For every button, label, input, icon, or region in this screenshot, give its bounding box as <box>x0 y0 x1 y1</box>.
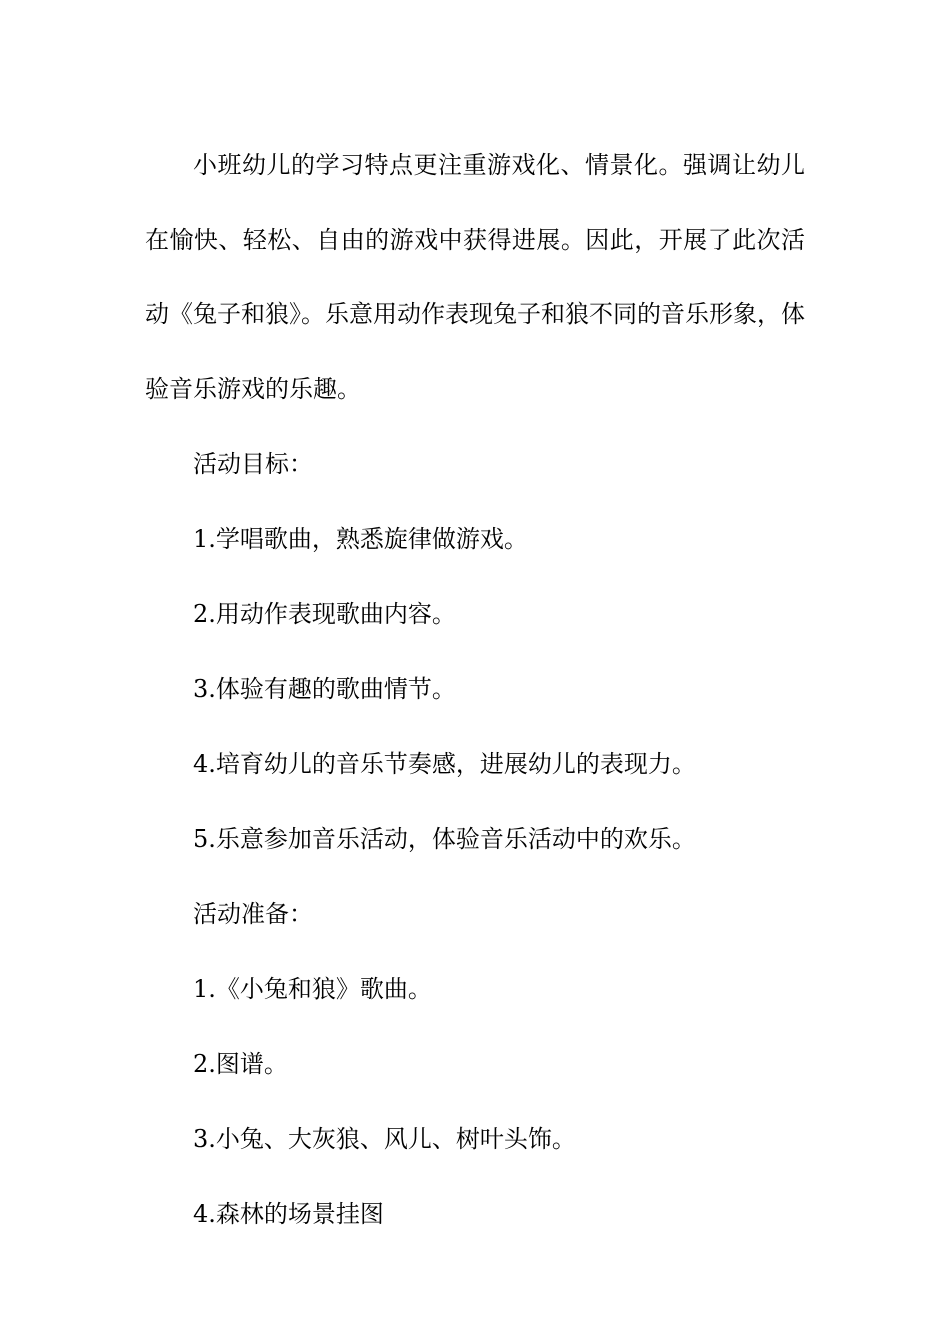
document-body <box>145 128 805 1252</box>
goal-item: 3.体验有趣的歌曲情节。 <box>193 675 456 703</box>
goals-heading: 活动目标： <box>193 450 313 478</box>
intro-paragraph: 小班幼儿的学习特点更注重游戏化、情景化。强调让幼儿在愉快、轻松、自由的游戏中获得进展。因此，开展了此次活动《兔子和狼》。乐意用动作表现兔子和狼不同的音乐形象，体验音乐游戏的乐趣。 <box>145 151 805 403</box>
prep-item: 4.森林的场景挂图 <box>193 1200 384 1228</box>
goal-item: 4.培育幼儿的音乐节奏感，进展幼儿的表现力。 <box>193 750 696 778</box>
goal-item: 5.乐意参加音乐活动，体验音乐活动中的欢乐。 <box>193 825 696 853</box>
goal-item: 2.用动作表现歌曲内容。 <box>193 600 456 628</box>
prep-item: 1.《小兔和狼》歌曲。 <box>193 975 432 1003</box>
prep-item: 3.小兔、大灰狼、风儿、树叶头饰。 <box>193 1125 576 1153</box>
goal-item: 1.学唱歌曲，熟悉旋律做游戏。 <box>193 525 528 553</box>
prep-item: 2.图谱。 <box>193 1050 288 1078</box>
prep-heading: 活动准备： <box>193 900 313 928</box>
